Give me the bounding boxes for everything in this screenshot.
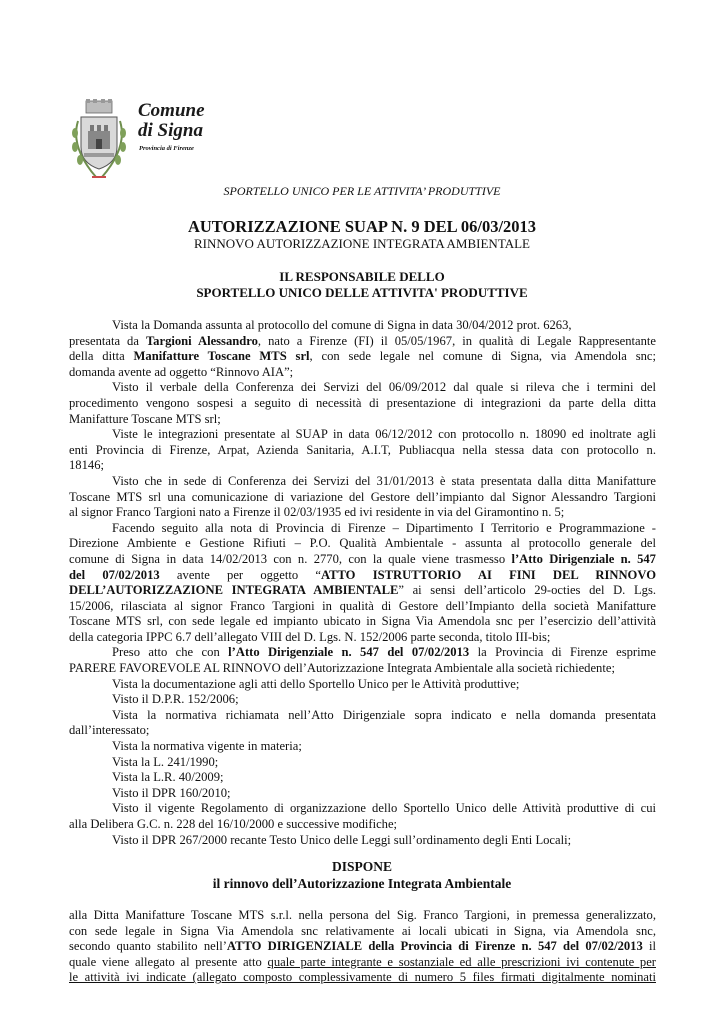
text-line — [69, 614, 656, 630]
text-line — [69, 568, 656, 584]
text-segment: avente per oggetto “ — [159, 567, 321, 582]
text-line — [69, 396, 656, 412]
text-line — [69, 521, 656, 537]
text-segment: ” ai sensi dell’articolo 29-octies del D. Lgs. — [398, 583, 656, 598]
text-line — [69, 723, 656, 739]
text-segment: della ditta — [69, 349, 134, 364]
text-segment: comune di Signa in data 14/02/2013 con n. 2770, con la quale viene trasmesso — [69, 551, 512, 566]
text-line — [69, 349, 656, 365]
text-line — [69, 908, 656, 924]
text-segment: della categoria IPPC 6.7 dell’allegato VIII del D. Lgs. N. 152/2006 parte seconda, titolo III-bis; — [69, 629, 551, 644]
text-segment: Toscane MTS srl, con sede legale ed impianto ubicato in Signa Via Amendola snc per l’esercizio dell’attività — [69, 614, 656, 629]
decision-text — [69, 908, 656, 986]
text-segment: 18146; — [69, 458, 104, 473]
document-title: AUTORIZZAZIONE SUAP N. 9 DEL 06/03/2013 — [187, 217, 537, 236]
text-segment: Vista la Domanda assunta al protocollo del comune di Signa in data 30/04/2012 prot. 6263, — [112, 318, 572, 332]
text-line — [69, 552, 656, 568]
municipality-name-line2: di Signa — [138, 120, 203, 141]
text-line — [69, 536, 656, 552]
bold-text-segment: ATTO DIRIGENZIALE della Provincia di Firenze n. 547 del 07/02/2013 — [226, 939, 643, 954]
bold-text-segment: Manifatture Toscane MTS srl — [133, 349, 310, 364]
text-line — [69, 443, 656, 459]
text-segment: Preso atto che con — [112, 645, 229, 660]
text-line — [69, 458, 656, 474]
text-line — [69, 817, 656, 833]
text-segment: Manifatture Toscane MTS srl; — [69, 411, 221, 426]
municipality-name-line1: Comune — [138, 100, 205, 121]
text-segment: al signor Franco Targioni nato a Firenze il 02/03/1935 ed ivi residente in via del Giramontino n. 5; — [69, 505, 565, 520]
text-segment: Vista la normativa vigente in materia; — [112, 739, 302, 754]
text-line — [69, 490, 656, 506]
text-segment: Visto che in sede di Conferenza dei Servizi del 31/01/2013 è stata presentata dalla ditta Manifatture — [112, 473, 656, 488]
text-segment: presentata da — [69, 333, 146, 348]
province-label: Provincia di Firenze — [139, 145, 194, 152]
text-segment: , nato a Firenze (FI) il 05/05/1967, in qualità di Legale Rappresentante — [257, 333, 656, 348]
text-line — [69, 380, 656, 396]
text-segment: Visto il DPR 160/2010; — [112, 785, 231, 800]
text-line — [69, 365, 656, 381]
text-line — [69, 599, 656, 615]
text-segment: Toscane MTS srl una comunicazione di variazione del Gestore dell’impianto dal Signor Alessandro Targioni — [69, 489, 656, 504]
text-line — [69, 630, 656, 646]
text-line — [69, 739, 656, 755]
text-line — [69, 412, 656, 428]
text-segment: secondo quanto stabilito nell’ — [69, 939, 227, 954]
text-segment: Vista la L. 241/1990; — [112, 754, 219, 769]
text-line — [69, 939, 656, 955]
bold-text-segment: DELL’AUTORIZZAZIONE INTEGRATA AMBIENTALE — [69, 583, 399, 598]
text-segment: procedimento vengono sospesi a seguito di necessità di presentazione di integrazioni da parte della ditta — [69, 395, 656, 410]
text-line — [69, 692, 656, 708]
text-line — [69, 755, 656, 771]
text-segment: PARERE FAVOREVOLE AL RINNOVO dell’Autorizzazione Integrata Ambientale alla società richiedente; — [69, 661, 615, 676]
text-line — [69, 318, 656, 334]
underlined-text-segment: le attività ivi indicate (allegato composto complessivamente di numero 5 files firmati digitalmente nominati — [69, 970, 656, 985]
premises-text — [69, 318, 656, 848]
text-line — [69, 833, 656, 849]
text-segment: Visto il DPR 267/2000 recante Testo Unico delle Leggi sull’ordinamento degli Enti Locali; — [112, 832, 572, 847]
underlined-text-segment: quale parte integrante e sostanziale ed alle prescrizioni ivi contenute per — [267, 954, 656, 969]
text-segment: Vista la documentazione agli atti dello Sportello Unico per le Attività produttive; — [112, 676, 520, 691]
text-line — [69, 770, 656, 786]
document-subtitle: RINNOVO AUTORIZZAZIONE INTEGRATA AMBIENTALE — [193, 236, 530, 251]
text-segment: Direzione Ambiente e Gestione Rifiuti – P.O. Qualità Ambientale - assunta al protocollo generale del — [69, 536, 656, 551]
text-segment: , con sede legale nel comune di Signa, via Amendola snc; — [309, 349, 656, 364]
bold-text-segment: ATTO ISTRUTTORIO AI FINI DEL RINNOVO — [320, 567, 656, 582]
text-line — [69, 786, 656, 802]
text-segment: Vista la normativa richiamata nell’Atto Dirigenziale sopra indicato e nella domanda presentata — [112, 707, 656, 722]
text-segment: con sede legale in Signa Via Amendola snc relativamente ai locali ubicati in Signa, via Amendola snc, — [69, 923, 656, 938]
office-heading: SPORTELLO UNICO PER LE ATTIVITA’ PRODUTTIVE — [223, 184, 501, 198]
text-segment: Viste le integrazioni presentate al SUAP in data 06/12/2012 con protocollo n. 18090 ed inoltrate agli — [112, 427, 656, 442]
text-line — [69, 708, 656, 724]
text-line — [69, 970, 656, 986]
text-line — [69, 955, 656, 971]
text-segment: alla Ditta Manifatture Toscane MTS s.r.l. nella persona del Sig. Franco Targioni, in premessa generalizzato, — [69, 908, 656, 922]
text-segment: quale viene allegato al presente atto — [69, 954, 268, 969]
bold-text-segment: l’Atto Dirigenziale n. 547 del 07/02/2013 — [228, 645, 470, 660]
responsible-heading-line1: IL RESPONSABILE DELLO — [279, 269, 445, 284]
text-line — [69, 661, 656, 677]
text-line — [69, 645, 656, 661]
text-line — [69, 677, 656, 693]
text-line — [69, 801, 656, 817]
bold-text-segment: Targioni Alessandro — [145, 333, 258, 348]
text-line — [69, 505, 656, 521]
text-line — [69, 334, 656, 350]
text-segment: alla Delibera G.C. n. 228 del 16/10/2000 e successive modifiche; — [69, 817, 398, 831]
text-segment: la Provincia di Firenze esprime — [469, 645, 656, 660]
text-segment: dall’interessato; — [69, 723, 150, 738]
municipality-logo — [66, 97, 236, 183]
text-segment: Vista la L.R. 40/2009; — [112, 770, 224, 785]
text-line — [69, 427, 656, 443]
text-segment: il — [642, 939, 656, 954]
text-segment: Facendo seguito alla nota di Provincia di Firenze – Dipartimento I Territorio e Programmazione - — [112, 520, 656, 535]
bold-text-segment: del 07/02/2013 — [69, 567, 160, 582]
text-segment: 15/2006, rilasciata al signor Franco Targioni in qualità di Gestore dell’Impianto della società Manifatture — [69, 598, 656, 613]
dispone-heading: DISPONE — [331, 859, 392, 874]
text-segment: enti Provincia di Firenze, Arpat, Azienda Sanitaria, A.I.T, Publiacqua nella stessa data con protocollo n. — [69, 442, 656, 457]
text-line — [69, 583, 656, 599]
text-segment: Visto il vigente Regolamento di organizzazione dello Sportello Unico delle Attività produttive di cui — [112, 801, 656, 816]
text-line — [69, 474, 656, 490]
text-segment: Visto il verbale della Conferenza dei Servizi del 06/09/2012 dal quale si rileva che i termini del — [112, 380, 656, 395]
text-segment: domanda avente ad oggetto “Rinnovo AIA”; — [69, 364, 294, 379]
text-segment: Visto il D.P.R. 152/2006; — [112, 692, 239, 707]
bold-text-segment: l’Atto Dirigenziale n. 547 — [511, 551, 656, 566]
responsible-heading-line2: SPORTELLO UNICO DELLE ATTIVITA' PRODUTTIVE — [196, 285, 528, 300]
municipality-name — [138, 101, 205, 141]
dispone-subheading: il rinnovo dell’Autorizzazione Integrata Ambientale — [212, 876, 512, 891]
coat-of-arms-icon — [66, 97, 132, 183]
text-line — [69, 924, 656, 940]
